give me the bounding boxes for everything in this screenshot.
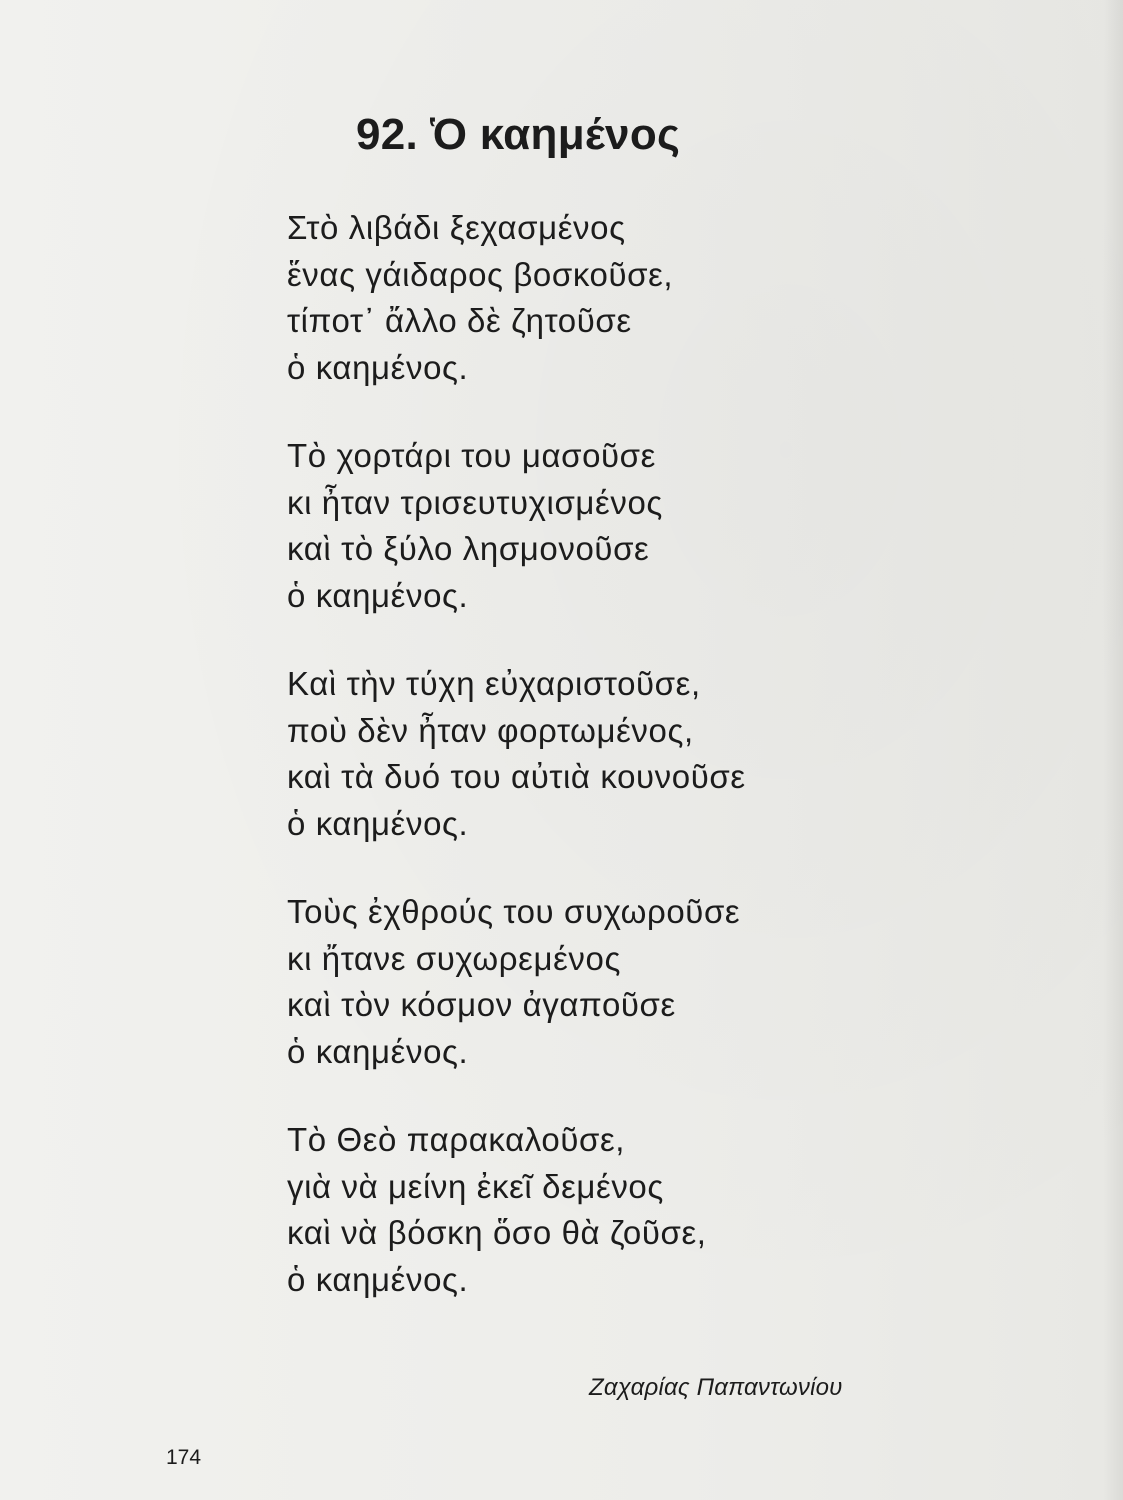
- stanza-2: [287, 433, 1007, 619]
- verse-line: τίποτ᾽ ἄλλο δὲ ζητοῦσε: [287, 302, 632, 339]
- verse-line: καὶ τὰ δυό του αὐτιὰ κουνοῦσε: [287, 758, 746, 795]
- poem-author: Ζαχαρίας Παπαντωνίου: [589, 1374, 843, 1401]
- page-edge-shadow: [1103, 0, 1123, 1500]
- poem-title: 92. Ὁ καημένος: [356, 110, 681, 159]
- verse-line: καὶ τὸν κόσμον ἀγαποῦσε: [287, 986, 676, 1023]
- stanza-5: [287, 1117, 1007, 1303]
- verse-line: κι ἦταν τρισευτυχισμένος: [287, 483, 663, 521]
- verse-line: κι ἤτανε συχωρεμένος: [287, 939, 621, 977]
- verse-line: Τὸ Θεὸ παρακαλοῦσε,: [287, 1121, 626, 1158]
- verse-line: ποὺ δὲν ἦταν φορτωμένος,: [287, 711, 694, 749]
- poem-body: [287, 205, 1007, 1345]
- verse-line: ἕνας γάιδαρος βοσκοῦσε,: [287, 255, 674, 293]
- verse-line: Καὶ τὴν τύχη εὐχαριστοῦσε,: [287, 665, 701, 702]
- verse-line: καὶ νὰ βόσκη ὅσο θὰ ζοῦσε,: [287, 1214, 707, 1251]
- page-number: 174: [166, 1446, 202, 1469]
- verse-line: ὁ καημένος.: [287, 1260, 469, 1298]
- stanza-4: [287, 889, 1007, 1075]
- verse-line: γιὰ νὰ μείνη ἐκεῖ δεμένος: [287, 1167, 664, 1205]
- verse-line: καὶ τὸ ξύλο λησμονοῦσε: [287, 530, 650, 567]
- stanza-3: [287, 661, 1007, 847]
- verse-line: ὁ καημένος.: [287, 804, 469, 842]
- stanza-1: [287, 205, 1007, 391]
- verse-line: ὁ καημένος.: [287, 576, 469, 614]
- verse-line: ὁ καημένος.: [287, 348, 469, 386]
- verse-line: Τὸ χορτάρι του μασοῦσε: [287, 437, 656, 474]
- verse-line: Στὸ λιβάδι ξεχασμένος: [287, 209, 626, 246]
- verse-line: ὁ καημένος.: [287, 1032, 469, 1070]
- verse-line: Τοὺς ἐχθρούς του συχωροῦσε: [287, 893, 741, 930]
